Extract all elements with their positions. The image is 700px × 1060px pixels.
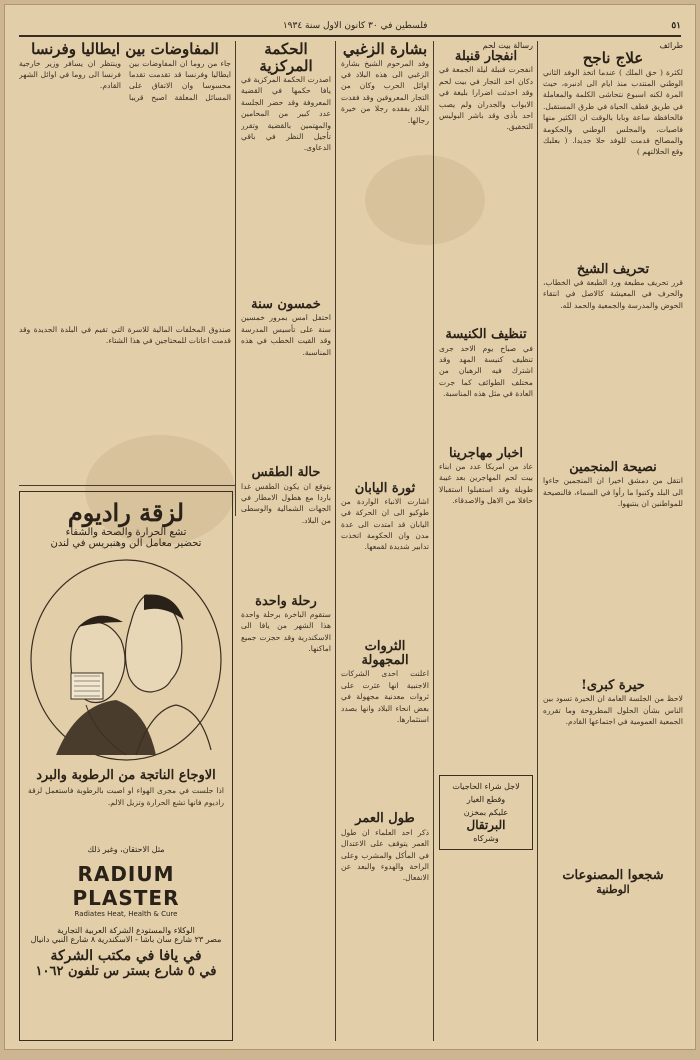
ad-brand-tagline: Radiates Heat, Health & Cure bbox=[74, 910, 178, 919]
article-text: قرر تحريف مطبعة ورد الطبعة في الخطاب، والحرف في المعيشة كالاصل في انتقاء الحوض والمدرسة والجمعية والحمد لله. bbox=[543, 277, 683, 310]
article-text: صندوق المخلفات المالية للاسرة التي تقيم في البلدة الجديدة وقد قدمت اعانات للمحتاجين في هذا الشتاء. bbox=[19, 324, 231, 345]
headline: طول العمر bbox=[355, 811, 415, 827]
ad-line: البرتقال bbox=[466, 817, 506, 832]
headline: علاج ناجح bbox=[582, 49, 644, 67]
headline: خمسون سنة bbox=[251, 297, 321, 312]
ad-line: تحضير معامل الن وهنبريس في لندن bbox=[50, 538, 202, 549]
column-rule bbox=[537, 41, 538, 1041]
page-number: ٥١ bbox=[671, 21, 681, 31]
column-4 bbox=[241, 41, 331, 1041]
small-advertisement bbox=[439, 775, 533, 850]
ad-body: اذا جلست في مجرى الهواء او اصبت بالرطوبة فاستعمل لزقة راديوم فانها تشع الحرارة وتزيل الالم. bbox=[28, 786, 224, 807]
radium-plaster-advertisement bbox=[19, 491, 233, 1041]
section-rule bbox=[19, 485, 235, 486]
article-text: جاء من روما ان المفاوضات بين ايطاليا وفرنسا قد تقدمت تقدما محسوسا وان الاتفاق على المسائل المعلقة اصبح قريبا وينتظر ان يسافر وزير خارجية فرنسا الى روما في اوائل الشهر القادم. bbox=[19, 58, 231, 102]
ad-line: وقطع الغيار bbox=[466, 794, 506, 804]
ad-line: عليكم بمخزن bbox=[463, 807, 509, 817]
column-rule bbox=[235, 41, 236, 516]
article-text: ستقوم الباخرة برحلة واحدة هذا الشهر من يافا الى الاسكندرية وقد حجزت جميع اماكنها. bbox=[241, 609, 331, 654]
article-text: لكثرة ( حق الملك ) عندما اتخذ الوفد الثاني الوطني المنتدب منذ ايام الى ادنبره، حيث المرة لكنه اسبوع نتحاشى الكلمة والمعاملة في طريق قطف الحياة في طرق المستقبل. فالحافظة ساعة وبابا بالوقت ان الكثير منها فاصيات، والمجلس الوطني والحكومة والمصالح قدمت للوفد حلا جديدا. ( بعلبك وقع الحلالتهم ) bbox=[543, 67, 683, 157]
ad-office: في يافا في مكتب الشركة bbox=[50, 948, 202, 965]
ad-agents: الوكلاء والمستودع الشركة العربية التجارية bbox=[57, 926, 195, 936]
newspaper-page bbox=[4, 4, 696, 1050]
headline: تنظيف الكنيسة bbox=[445, 327, 527, 343]
column-5 bbox=[19, 41, 231, 481]
article-text: احتفل امس بمرور خمسين سنة على تأسيس المدرسة وقد القيت الخطب في هذه المناسبة. bbox=[241, 313, 331, 357]
headline: حالة الطقس bbox=[251, 465, 321, 481]
article-text: لاحظ من الجلسة العامة ان الحيرة تسود بين الناس بشأن الحلول المطروحة وما تقرره الجمعية العمومية في اجتماعها القادم. bbox=[543, 694, 683, 727]
issue-line: فلسطين في ٣٠ كانون الاول سنة ١٩٣٤ bbox=[282, 21, 428, 31]
ad-address: مصر ٢٣ شارع سان باشا - الاسكندرية ٨ شارع النبي دانيال bbox=[30, 935, 222, 945]
headline: ثورة اليابان bbox=[354, 480, 416, 496]
headline: حيرة كبرى! bbox=[581, 678, 645, 694]
headline: نصيحة المنجمين bbox=[569, 459, 657, 475]
ad-title: لزقة راديوم bbox=[67, 498, 185, 527]
kicker: رسالة بيت لحم bbox=[482, 41, 533, 50]
headline: بشارة الزغبي bbox=[342, 41, 428, 58]
ad-note: مثل الاحتقان، وغير ذلك bbox=[87, 845, 165, 855]
headline: الثروات المجهولة bbox=[361, 638, 409, 669]
article-text: اصدرت الحكمة المركزية في يافا حكمها في القضية المعروفة وقد حضر الجلسة عدد كبير من المحامين والمهتمين بالقضية وتقرر تأجيل النظر في باقي الدعاوى. bbox=[241, 75, 331, 153]
headline: انفجار قنبلة bbox=[454, 49, 518, 64]
article-text: ذكر احد العلماء ان طول العمر يتوقف على الاعتدال في المأكل والمشرب وعلى الراحة والهدوء والبعد عن الانفعال. bbox=[341, 827, 429, 883]
ad-subheadline: الاوجاع الناتجة من الرطوبة والبرد bbox=[36, 768, 216, 783]
article-text: يتوقع ان يكون الطقس غدا باردا مع هطول الامطار في الجهات الشمالية والوسطى من البلاد. bbox=[241, 481, 331, 525]
column-3 bbox=[341, 41, 429, 1041]
column-rule bbox=[433, 41, 434, 1041]
article-text: اشارت الانباء الواردة من طوكيو الى ان الحركة في اليابان قد امتدت الى عدة مدن وان الحكومة اتخذت تدابير شديدة لقمعها. bbox=[341, 496, 429, 552]
headline: رحلة واحدة bbox=[255, 593, 317, 609]
masthead bbox=[19, 17, 681, 37]
column-1 bbox=[543, 41, 683, 1041]
article-text: اعلنت احدى الشركات الاجنبية انها عثرت على ثروات معدنية مجهولة في بعض انحاء البلاد وانها بصدد استثمارها. bbox=[341, 669, 429, 725]
article-text: عاد من امريكا عدد من ابناء بيت لحم المهاجرين بعد غيبة طويلة وقد استقبلوا استقبالا حافلا من الاهل والاصدقاء. bbox=[439, 461, 533, 506]
headline: الحكمة المركزية bbox=[259, 41, 313, 75]
ad-brand: RADIUM PLASTER bbox=[72, 862, 180, 911]
column-rule bbox=[335, 41, 336, 1041]
headline: اخبار مهاجرينا bbox=[449, 445, 523, 461]
article-text: وفد المرحوم الشيخ بشارة الزغبي الى هذه البلاد في اوائل الحرب وكان من التجار المعروفين وقد فقدت البلاد بفقده رجلا من خيرة رجالها. bbox=[341, 58, 429, 125]
ad-line: وشركاه bbox=[473, 833, 499, 843]
headline: المفاوضات بين ايطاليا وفرنسا bbox=[31, 41, 219, 58]
headline: تحريف الشيخ bbox=[576, 261, 650, 277]
ad-phone: في ٥ شارع بستر س تلفون ١٠٦٢ bbox=[35, 964, 217, 980]
ad-illustration bbox=[26, 555, 226, 765]
article-text: انفجرت قنبلة ليلة الجمعة في دكان احد التجار في بيت لحم وقد احدثت اضرارا بليغة في الابواب والجدران ولم يصب احد بأذى وقد باشر البوليس التحقيق. bbox=[439, 65, 533, 132]
article-text: انتقل من دمشق اخيرا ان المنجمين جاءوا الى البلد وكتبوا ما رأوا في السماء، فالنصيحة للمواطنين ان ينتبهوا. bbox=[543, 476, 683, 508]
headline: شجعوا المصنوعات bbox=[562, 868, 664, 884]
article-text: في صباح يوم الاحد جرى تنظيف كنيسة المهد وقد اشترك فيه الرهبان من مختلف الطوائف كما جرت العادة في مثل هذه المناسبة. bbox=[439, 343, 533, 399]
subheadline: الوطنية bbox=[596, 882, 630, 896]
ad-line: تشع الحرارة والصحة والشفاء bbox=[65, 527, 187, 538]
ad-line: لاجل شراء الحاجيات bbox=[452, 781, 520, 791]
column-2 bbox=[439, 41, 533, 1041]
kicker: طرائف bbox=[659, 41, 683, 50]
